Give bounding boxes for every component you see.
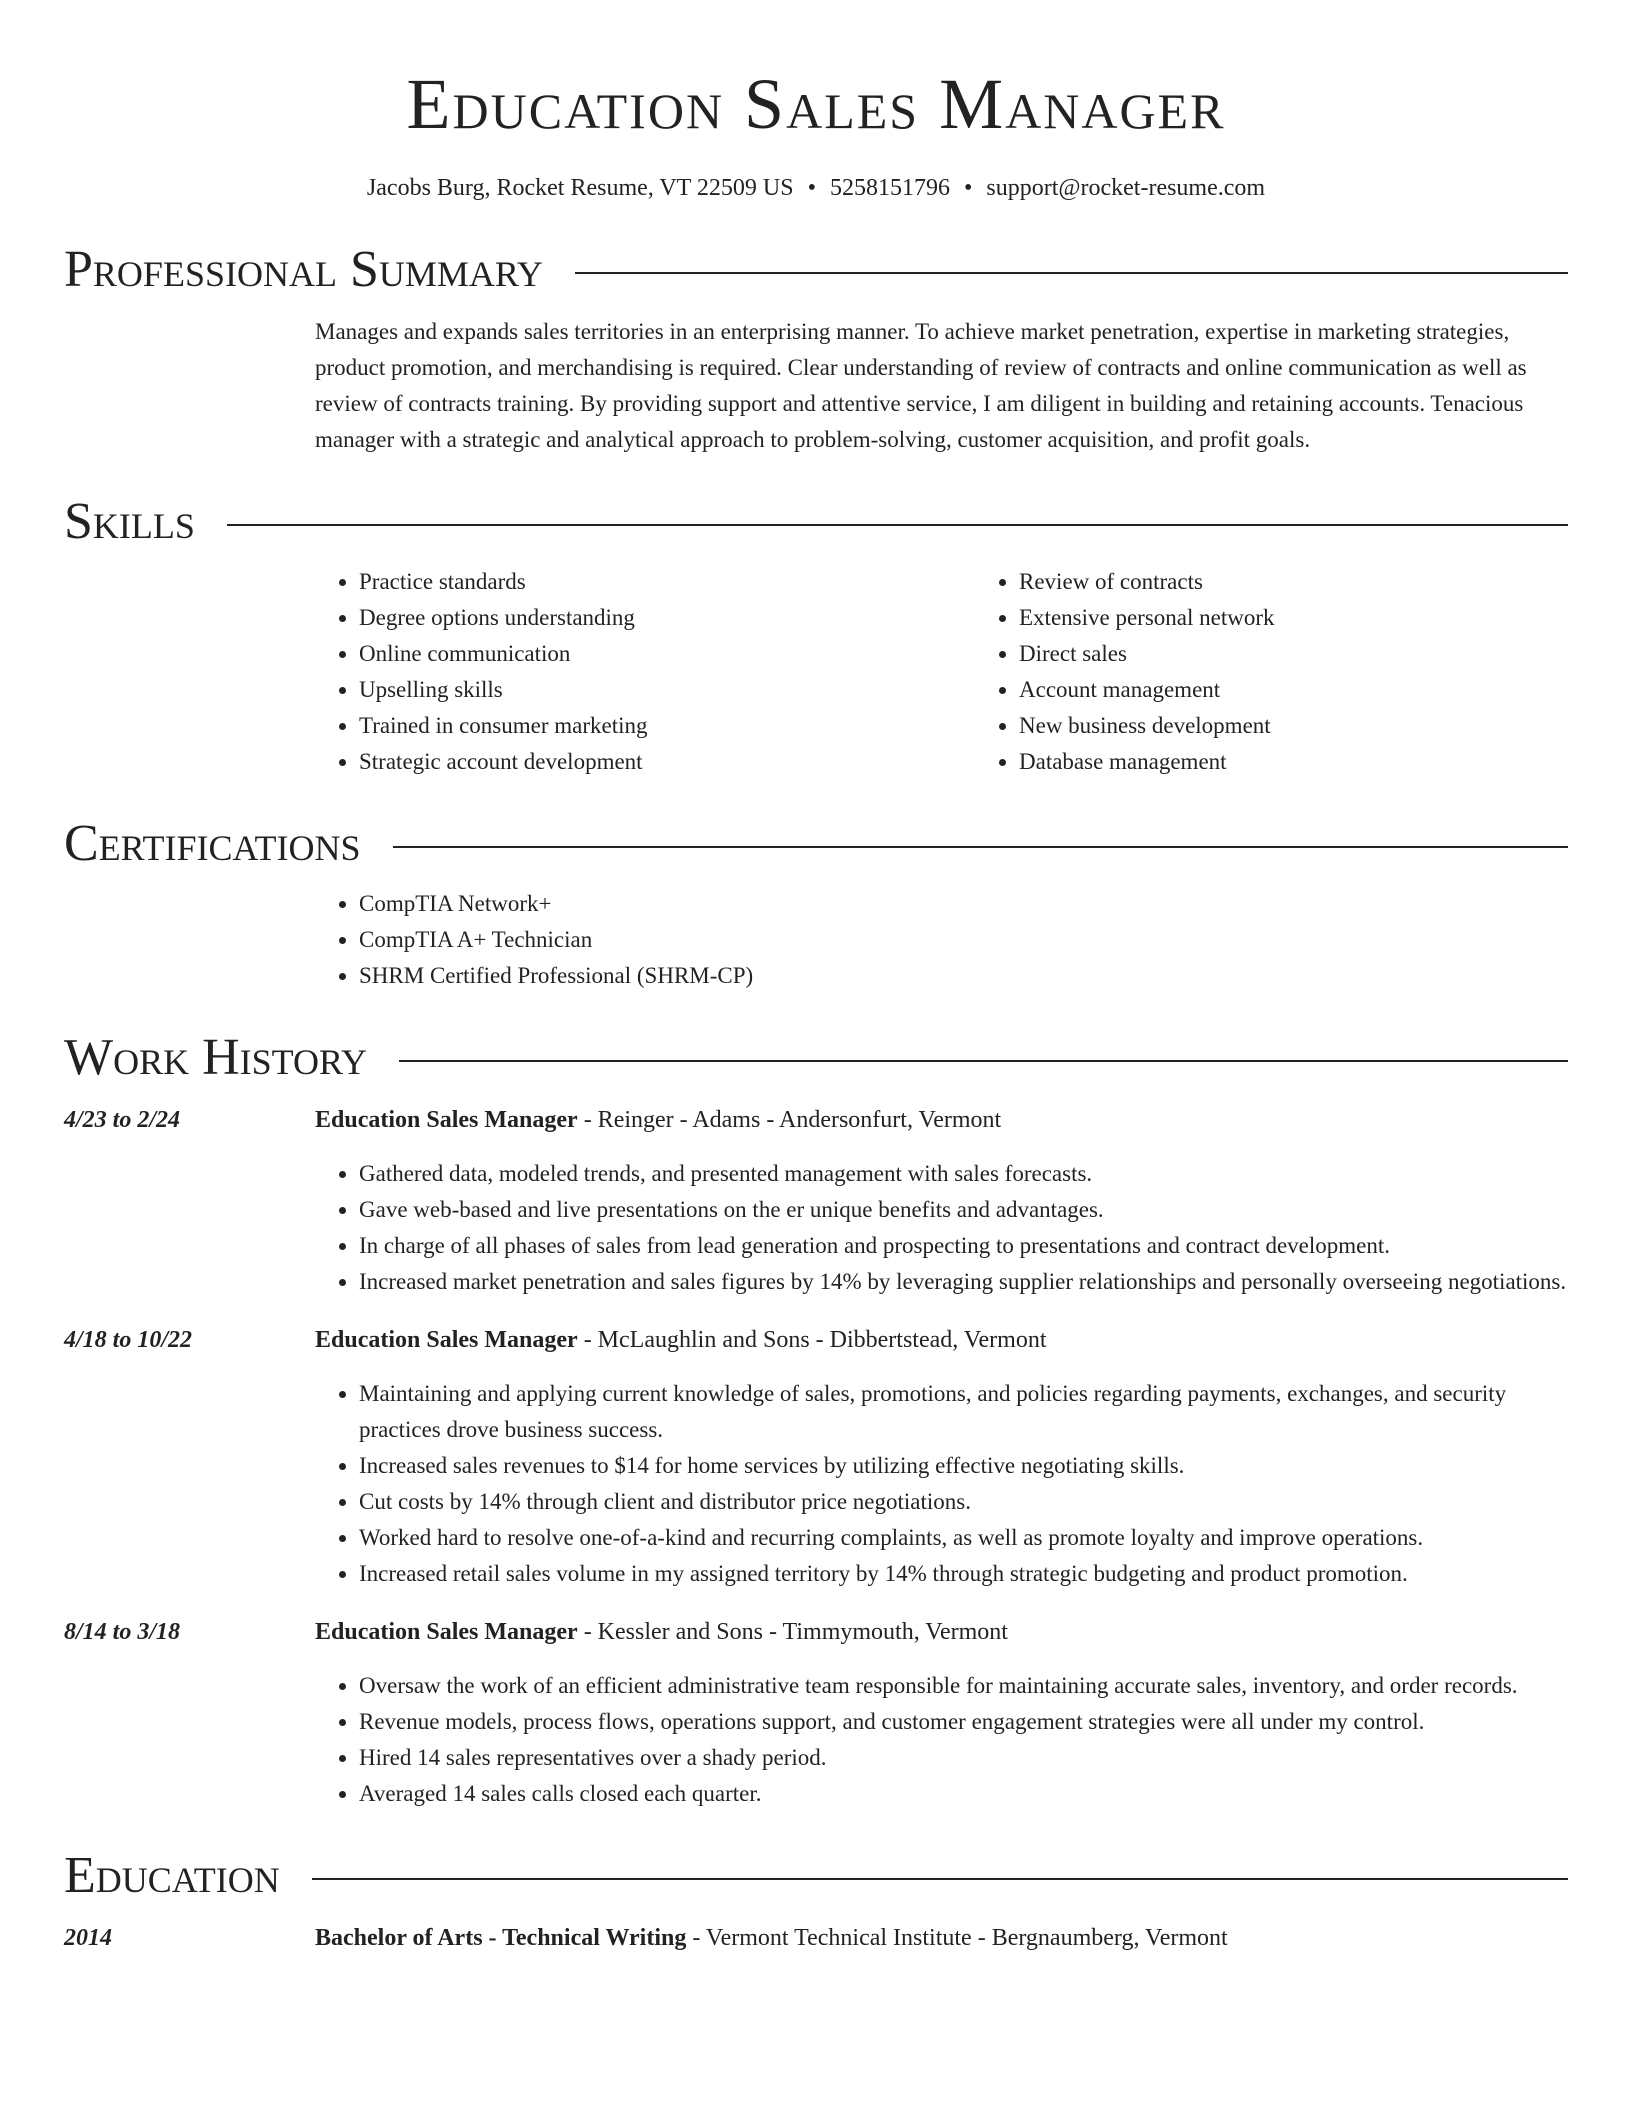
job-bullet: • Increased retail sales volume in my assigned territory by 14% through strategic budgeting and product promotion. — [359, 1556, 1568, 1592]
skills-grid — [315, 564, 1568, 780]
job-company: - McLaughlin and Sons - Dibbertstead, Vermont — [577, 1327, 1047, 1353]
skills-list-right — [975, 564, 1632, 780]
education-heading: Education — [64, 1847, 280, 1904]
job-bullet: • Increased market penetration and sales figures by 14% by leveraging supplier relationships and personally overseeing negotiations. — [359, 1264, 1568, 1300]
job-detail — [315, 1322, 1568, 1592]
skill-item: • Online communication — [359, 636, 975, 672]
education-section-header — [64, 1846, 1568, 1906]
summary-heading: Professional Summary — [64, 241, 543, 298]
job-bullet: • Oversaw the work of an efficient administrative team responsible for maintaining accurate sales, inventory, and order records. — [359, 1668, 1568, 1704]
skills-heading: Skills — [64, 493, 195, 550]
education-school: - Vermont Technical Institute - Bergnaumberg, Vermont — [686, 1925, 1228, 1951]
job-company: - Kessler and Sons - Timmymouth, Vermont — [577, 1619, 1008, 1645]
section-divider — [312, 1878, 1568, 1880]
job-bullets — [315, 1668, 1568, 1812]
job-dates: 4/23 to 2/24 — [64, 1107, 181, 1133]
job-bullet: • Worked hard to resolve one-of-a-kind and recurring complaints, as well as promote loyalty and improve operations. — [359, 1520, 1568, 1556]
skill-item: • Extensive personal network — [1019, 600, 1632, 636]
skill-item: • Degree options understanding — [359, 600, 975, 636]
skill-item: • Review of contracts — [1019, 564, 1632, 600]
resume-name: Education Sales Manager — [406, 64, 1226, 144]
job-title: Education Sales Manager — [315, 1619, 578, 1645]
summary-text: Manages and expands sales territories in an enterprising manner. To achieve market penetration, expertise in marketing strategies, product promotion, and merchandising is required. Clear understanding of review of contracts and online communication as well as review of contracts training. By providing support and attentive service, I am diligent in building and retaining accounts. Tenacious manager with a strategic and analytical approach to problem-solving, customer acquisition, and profit goals. — [315, 319, 1527, 452]
job-bullet: • Gathered data, modeled trends, and presented management with sales forecasts. — [359, 1156, 1568, 1192]
job-entry — [64, 1102, 1568, 1300]
job-dates: 4/18 to 10/22 — [64, 1327, 193, 1353]
job-detail — [315, 1614, 1568, 1812]
contact-email: support@rocket-resume.com — [986, 175, 1266, 201]
job-bullet: • Increased sales revenues to $14 for home services by utilizing effective negotiating skills. — [359, 1448, 1568, 1484]
job-dates: 8/14 to 3/18 — [64, 1619, 181, 1645]
job-bullet: • Cut costs by 14% through client and distributor price negotiations. — [359, 1484, 1568, 1520]
job-entry — [64, 1322, 1568, 1592]
job-bullet: • Revenue models, process flows, operations support, and customer engagement strategies were all under my control. — [359, 1704, 1568, 1740]
work-section-header — [64, 1028, 1568, 1088]
job-bullet: • Gave web-based and live presentations on the er unique benefits and advantages. — [359, 1192, 1568, 1228]
contact-phone: 5258151796 — [829, 175, 950, 201]
skill-item: • Upselling skills — [359, 672, 975, 708]
certifications-heading: Certifications — [64, 815, 361, 872]
skill-item: • New business development — [1019, 708, 1632, 744]
contact-line — [64, 172, 1568, 204]
work-heading: Work History — [64, 1029, 368, 1086]
skill-item: • Direct sales — [1019, 636, 1632, 672]
education-detail — [315, 1920, 1228, 1956]
certifications-section-header — [64, 814, 1568, 874]
education-entry — [64, 1920, 1568, 1956]
certifications-list — [315, 886, 1568, 994]
education-degree: Bachelor of Arts - Technical Writing — [315, 1925, 687, 1951]
contact-address: Jacobs Burg, Rocket Resume, VT 22509 US — [366, 175, 794, 201]
job-bullet: • Hired 14 sales representatives over a shady period. — [359, 1740, 1568, 1776]
section-divider — [227, 524, 1568, 526]
job-title-line — [315, 1614, 1568, 1650]
contact-separator: • — [963, 175, 973, 201]
skill-item: • Trained in consumer marketing — [359, 708, 975, 744]
job-bullet: • In charge of all phases of sales from lead generation and prospecting to presentations and contract development. — [359, 1228, 1568, 1264]
job-bullet: • Averaged 14 sales calls closed each quarter. — [359, 1776, 1568, 1812]
certification-item: • CompTIA Network+ — [359, 886, 1568, 922]
skills-list-left — [315, 564, 975, 780]
skill-item: • Account management — [1019, 672, 1632, 708]
skill-item: • Practice standards — [359, 564, 975, 600]
job-company: - Reinger - Adams - Andersonfurt, Vermont — [577, 1107, 1002, 1133]
contact-separator: • — [807, 175, 816, 201]
certification-item: • SHRM Certified Professional (SHRM-CP) — [359, 958, 1568, 994]
education-year: 2014 — [64, 1925, 112, 1951]
job-title-line — [315, 1102, 1568, 1138]
skills-section-header — [64, 492, 1568, 552]
job-bullets — [315, 1376, 1568, 1592]
section-divider — [393, 846, 1568, 848]
summary-section-header — [64, 240, 1568, 300]
section-divider — [575, 272, 1568, 274]
certification-item: • CompTIA A+ Technician — [359, 922, 1568, 958]
job-title: Education Sales Manager — [315, 1327, 578, 1353]
skill-item: • Strategic account development — [359, 744, 975, 780]
skill-item: • Database management — [1019, 744, 1632, 780]
job-title: Education Sales Manager — [315, 1107, 578, 1133]
job-entry — [64, 1614, 1568, 1812]
job-detail — [315, 1102, 1568, 1300]
job-bullets — [315, 1156, 1568, 1300]
job-bullet: • Maintaining and applying current knowledge of sales, promotions, and policies regarding payments, exchanges, and security practices drove business success. — [359, 1376, 1568, 1448]
section-divider — [399, 1060, 1568, 1062]
job-title-line — [315, 1322, 1568, 1358]
